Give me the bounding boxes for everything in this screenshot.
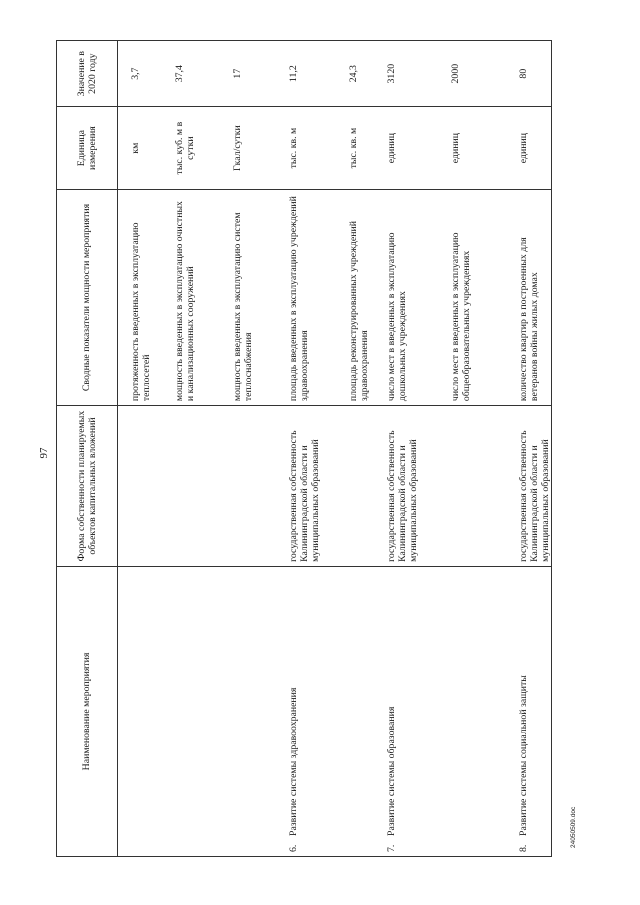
- cell-unit: единиц: [444, 107, 512, 190]
- table-row: [118, 41, 168, 857]
- cell-ownership: государственная собственность Калининградской области и муниципальных образований: [282, 406, 342, 567]
- row-number: 6.: [287, 844, 299, 852]
- cell-ownership: [226, 406, 282, 567]
- cell-value: 11,2: [282, 41, 342, 107]
- cell-name: [380, 566, 444, 856]
- cell-unit: тыс. кв. м: [342, 107, 380, 190]
- table-row: [380, 41, 444, 857]
- row-number: 8.: [517, 844, 529, 852]
- table-header-row: [57, 41, 118, 857]
- cell-value: 3120: [380, 41, 444, 107]
- cell-unit: км: [118, 107, 168, 190]
- cell-name: [512, 566, 552, 856]
- cell-indicator: число мест в введенных в эксплуатацию дошкольных учреждениях: [380, 189, 444, 405]
- cell-value: 37,4: [168, 41, 226, 107]
- cell-unit: единиц: [512, 107, 552, 190]
- header-name: Наименование мероприятия: [57, 566, 118, 856]
- cell-name: [118, 566, 168, 856]
- cell-name: [342, 566, 380, 856]
- table-row: [226, 41, 282, 857]
- cell-indicator: число мест в введенных в эксплуатацию общеобразовательных учреждениях: [444, 189, 512, 405]
- cell-indicator: площадь реконструированных учреждений здравоохранения: [342, 189, 380, 405]
- table-row: [444, 41, 512, 857]
- cell-indicator: мощность введенных в эксплуатацию очистных и канализационных сооружений: [168, 189, 226, 405]
- cell-value: 3,7: [118, 41, 168, 107]
- cell-value: 24,3: [342, 41, 380, 107]
- cell-value: 80: [512, 41, 552, 107]
- cell-unit: Гкал/сутки: [226, 107, 282, 190]
- cell-indicator: площадь введенных в эксплуатацию учреждений здравоохранения: [282, 189, 342, 405]
- cell-ownership: [168, 406, 226, 567]
- header-unit: Единица измерения: [57, 107, 118, 190]
- row-name: Развитие системы здравоохранения: [287, 687, 299, 836]
- row-name: Развитие системы социальной защиты: [517, 675, 529, 836]
- footer-document-code: 24050509.doc: [570, 806, 577, 848]
- measures-table: [56, 40, 552, 857]
- cell-indicator: количество квартир в построенных для ветеранов войны жилых домах: [512, 189, 552, 405]
- table-row: [168, 41, 226, 857]
- cell-indicator: протяженность введенных в эксплуатацию теплосетей: [118, 189, 168, 405]
- cell-ownership: [342, 406, 380, 567]
- cell-value: 2000: [444, 41, 512, 107]
- cell-name: [282, 566, 342, 856]
- header-ownership: Форма собственности планируемых объектов капитальных вложений: [57, 406, 118, 567]
- cell-value: 17: [226, 41, 282, 107]
- cell-unit: тыс. куб. м в сутки: [168, 107, 226, 190]
- cell-unit: тыс. кв. м: [282, 107, 342, 190]
- row-name: Развитие системы образования: [385, 706, 397, 836]
- page-number: 97: [38, 447, 50, 459]
- header-value: Значение в 2020 году: [57, 41, 118, 107]
- cell-name: [168, 566, 226, 856]
- header-indicators: Сводные показатели мощности мероприятия: [57, 189, 118, 405]
- row-number: 7.: [385, 844, 397, 852]
- cell-ownership: государственная собственность Калининградской области и муниципальных образований: [512, 406, 552, 567]
- table-row: [512, 41, 552, 857]
- cell-name: [444, 566, 512, 856]
- cell-ownership: [118, 406, 168, 567]
- cell-indicator: мощность введенных в эксплуатацию систем теплоснабжения: [226, 189, 282, 405]
- cell-ownership: [444, 406, 512, 567]
- cell-ownership: государственная собственность Калининградской области и муниципальных образований: [380, 406, 444, 567]
- cell-unit: единиц: [380, 107, 444, 190]
- cell-name: [226, 566, 282, 856]
- table-row: [342, 41, 380, 857]
- table-row: [282, 41, 342, 857]
